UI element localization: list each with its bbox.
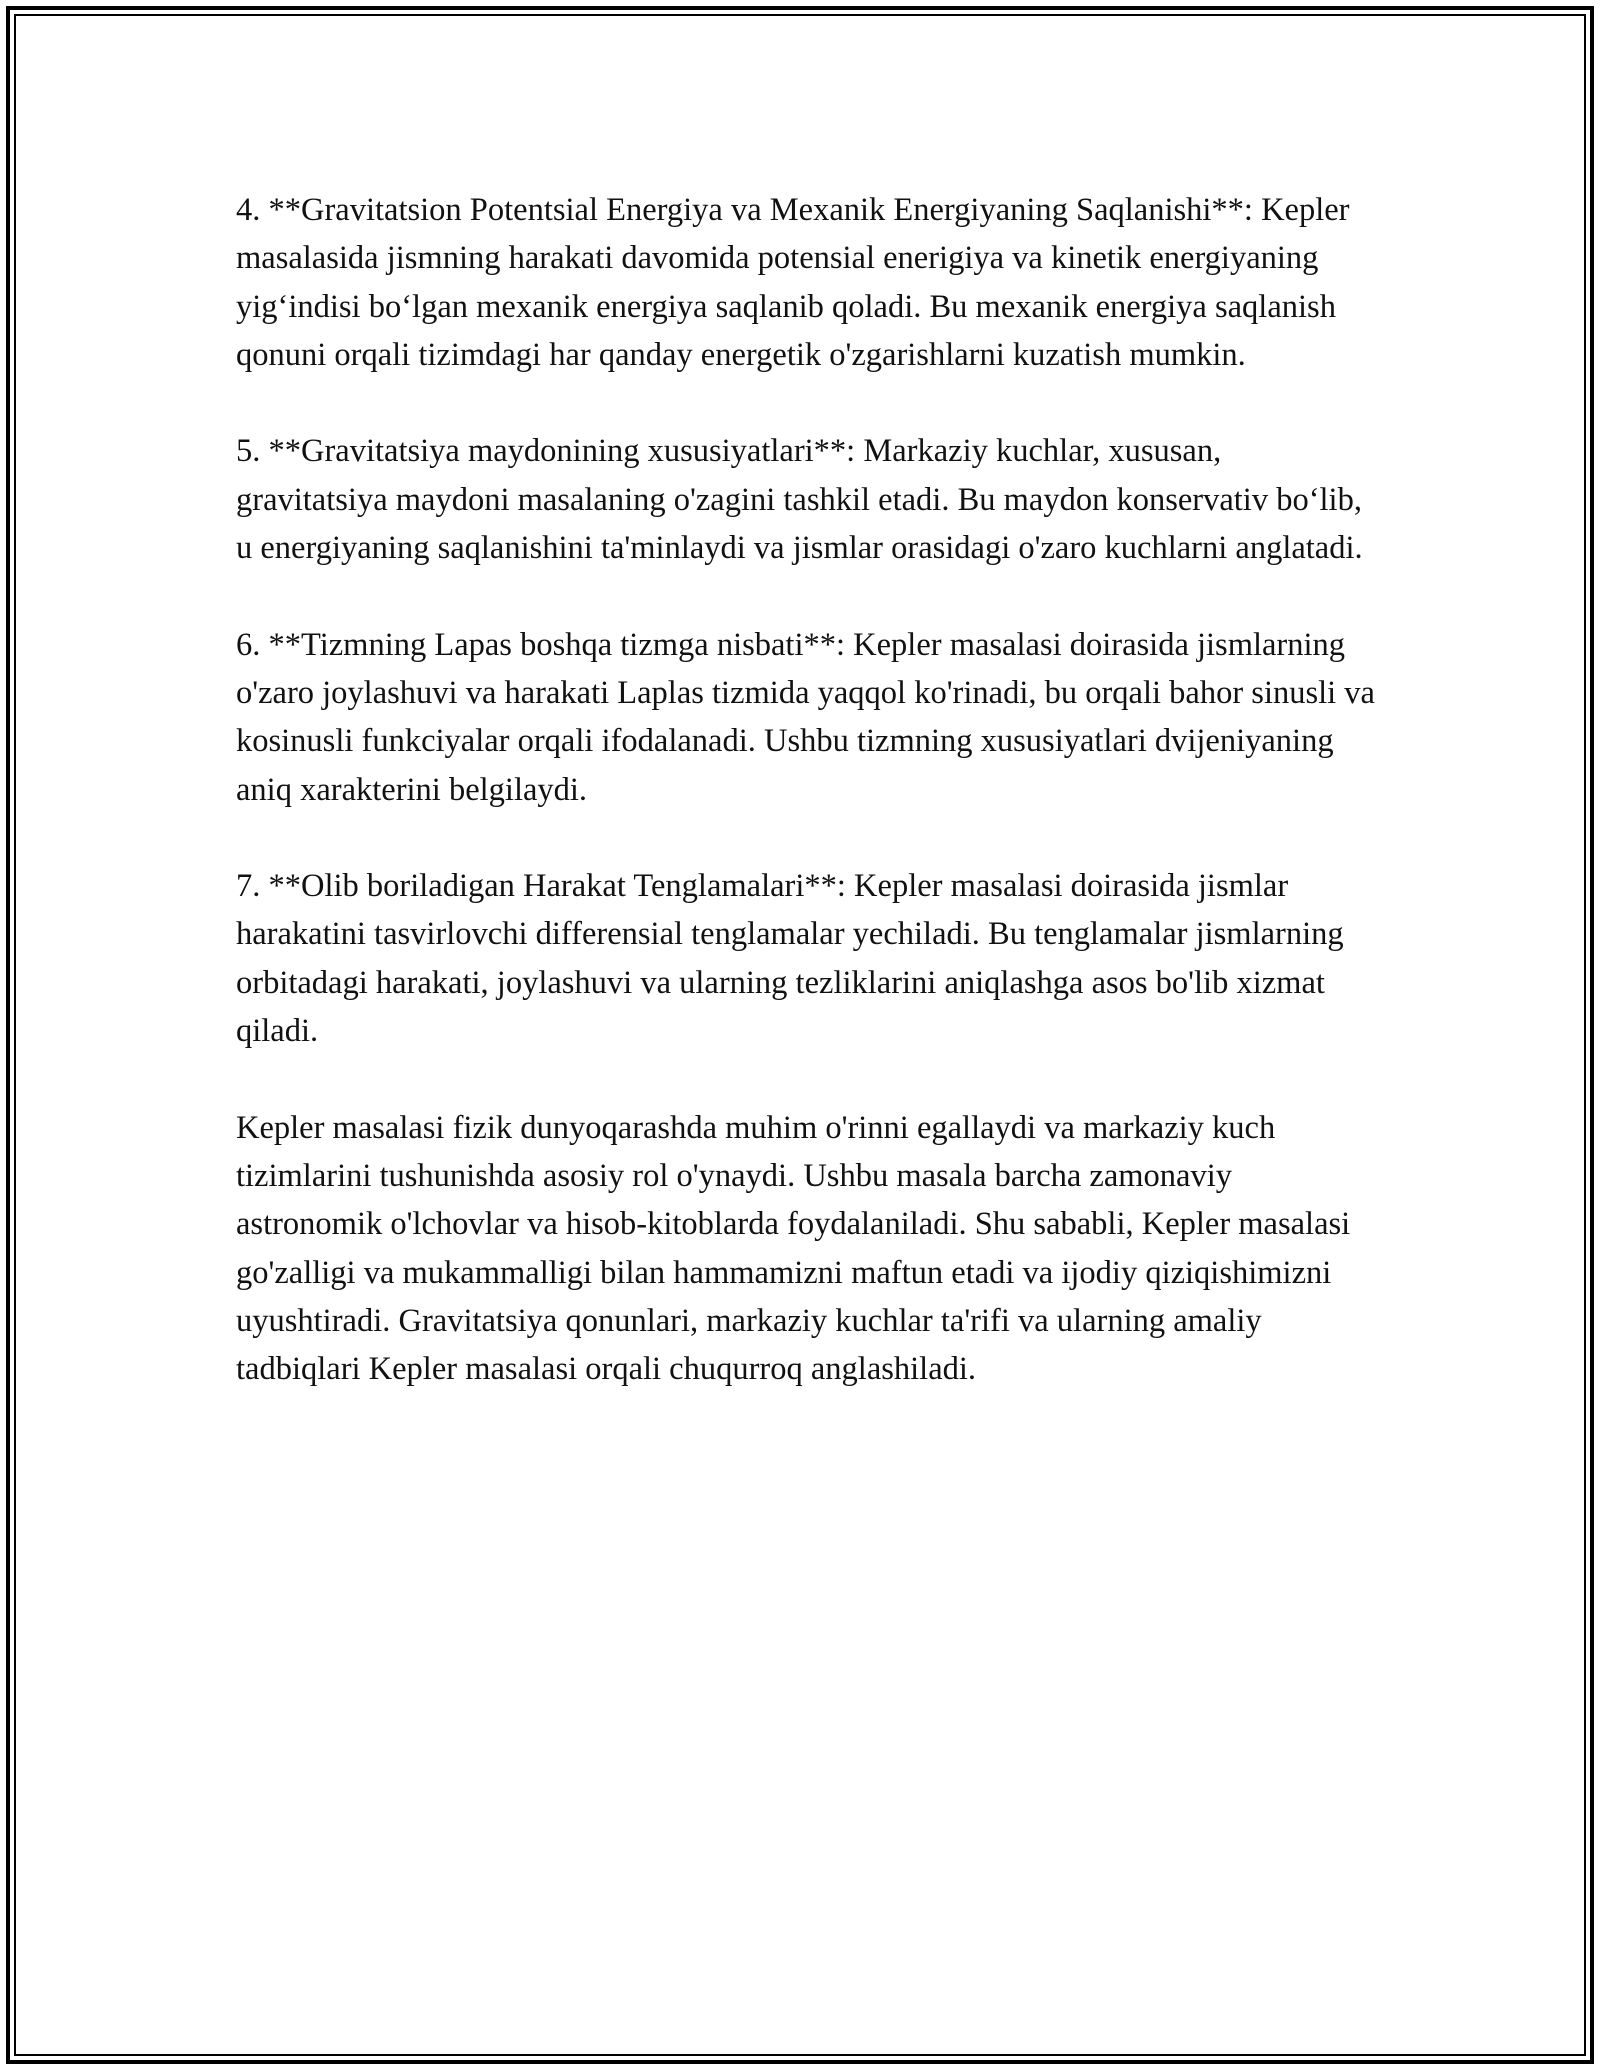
paragraph-item-4: 4. **Gravitatsion Potentsial Energiya va Mexanik Energiyaning Saqlanishi**: Kepler masalasida jismning harakati davomida potensial enerigiya va kinetik energiyaning yig‘indisi bo‘lgan mexanik energiya saqlanib qoladi. Bu mexanik energiya saqlanish qonuni orqali tizimdagi har qanday energetik o'zgarishlarni kuzatish mumkin.	[236, 192, 1350, 373]
document-body	[236, 186, 1376, 1442]
paragraph-item-6: 6. **Tizmning Lapas boshqa tizmga nisbati**: Kepler masalasi doirasida jismlarning o'zaro joylashuvi va harakati Laplas tizmida yaqqol ko'rinadi, bu orqali bahor sinusli va kosinusli funkciyalar orqali ifodalanadi. Ushbu tizmning xususiyatlari dvijeniyaning aniq xarakterini belgilaydi.	[236, 626, 1375, 808]
paragraph-conclusion: Kepler masalasi fizik dunyoqarashda muhim o'rinni egallaydi va markaziy kuch tizimlarini tushunishda asosiy rol o'ynaydi. Ushbu masala barcha zamonaviy astronomik o'lchovlar va hisob-kitoblarda foydalaniladi. Shu sababli, Kepler masalasi go'zalligi va mukammalligi bilan hammamizni maftun etadi va ijodiy qiziqishimizni uyushtiradi. Gravitatsiya qonunlari, markaziy kuchlar ta'rifi va ularning amaliy tadbiqlari Kepler masalasi orqali chuqurroq anglashiladi.	[236, 1109, 1351, 1388]
paragraph-item-5: 5. **Gravitatsiya maydonining xususiyatlari**: Markaziy kuchlar, xususan, gravitatsiya maydoni masalaning o'zagini tashkil etadi. Bu maydon konservativ bo‘lib, u energiyaning saqlanishini ta'minlaydi va jismlar orasidagi o'zaro kuchlarni anglatadi.	[236, 433, 1363, 567]
paragraph-item-7: 7. **Olib boriladigan Harakat Tenglamalari**: Kepler masalasi doirasida jismlar harakatini tasvirlovchi differensial tenglamalar yechiladi. Bu tenglamalar jismlarning orbitadagi harakati, joylashuvi va ularning tezliklarini aniqlashga asos bo'lib xizmat qiladi.	[236, 868, 1344, 1050]
